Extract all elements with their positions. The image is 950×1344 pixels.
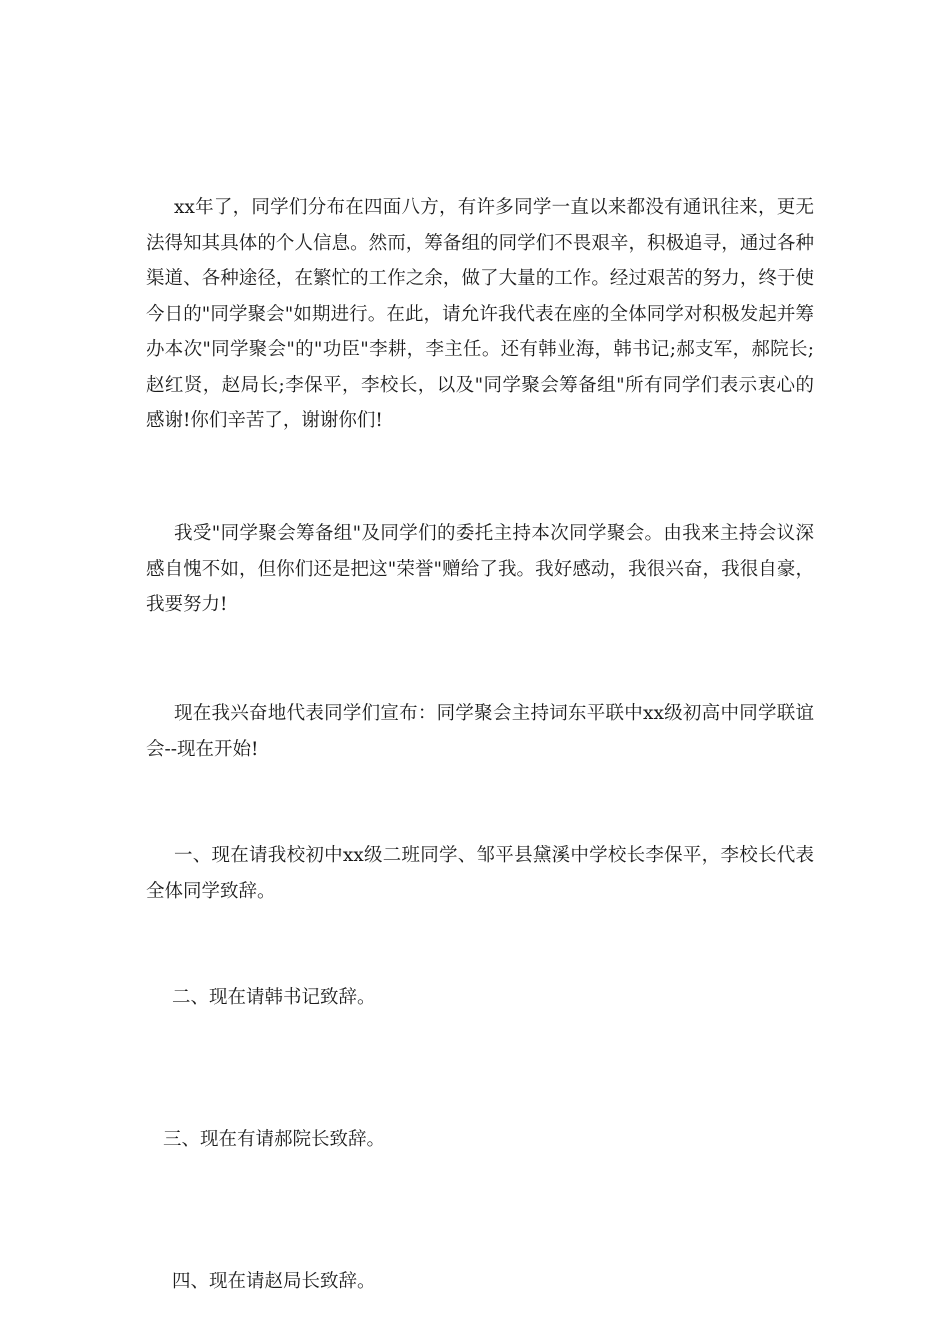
- agenda-item-4: 四、现在请赵局长致辞。: [172, 1271, 376, 1292]
- agenda-item-2: 二、现在请韩书记致辞。: [172, 987, 376, 1008]
- paragraph-announcement: 现在我兴奋地代表同学们宣布：同学聚会主持词东平联中xx级初高中同学联谊会--现在开始!: [146, 703, 814, 760]
- agenda-item-3: 三、现在有请郝院长致辞。: [163, 1129, 386, 1150]
- paragraph-thanks: xx年了，同学们分布在四面八方，有许多同学一直以来都没有通讯往来，更无法得知其具体的个人信息。然而，筹备组的同学们不畏艰辛，积极追寻，通过各种渠道、各种途径，在繁忙的工作之余，做了大量的工作。经过艰苦的努力，终于使今日的"同学聚会"如期进行。在此，请允许我代表在座的全体同学对积极发起并筹办本次"同学聚会"的"功臣"李耕，李主任。还有韩业海，韩书记;郝支军，郝院长;赵红贤，赵局长;李保平，李校长，以及"同学聚会筹备组"所有同学们表示衷心的感谢!你们辛苦了，谢谢你们!: [146, 197, 814, 431]
- agenda-item-1: 一、现在请我校初中xx级二班同学、邹平县黛溪中学校长李保平，李校长代表全体同学致辞。: [146, 845, 814, 902]
- paragraph-host-intro: 我受"同学聚会筹备组"及同学们的委托主持本次同学聚会。由我来主持会议深感自愧不如，但你们还是把这"荣誉"赠给了我。我好感动，我很兴奋，我很自豪，我要努力!: [146, 523, 814, 615]
